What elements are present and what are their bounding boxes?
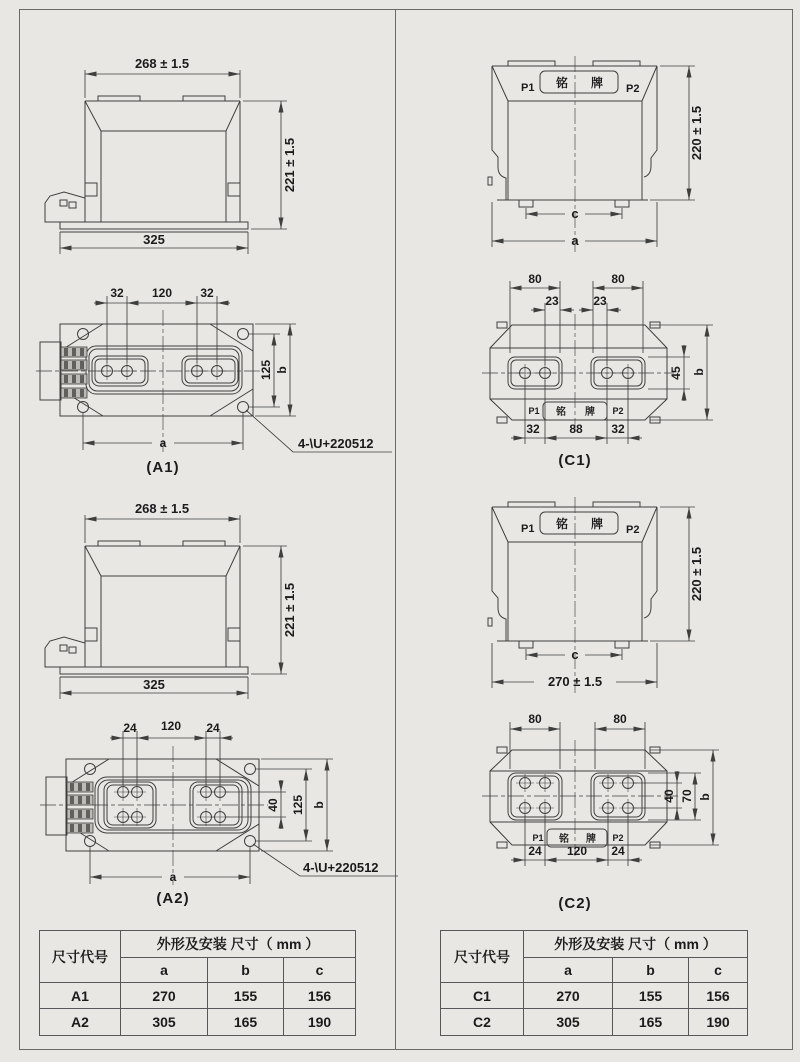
table-a-code-header: 尺寸代号 [40,931,121,983]
dimension-table-a [39,930,356,1036]
table-row [441,1009,748,1036]
table-a-row1-c: 156 [284,983,356,1009]
nameplate-char-right: 牌 [586,834,596,845]
table-c-row1-code: C1 [441,983,524,1009]
table-a-row1-a: 270 [121,983,208,1009]
corner-tab [497,322,507,328]
table-row [40,983,356,1009]
dim-pitch-center-label: 120 [151,286,173,300]
dim-depth-label: b [312,801,326,809]
p1-label: P1 [532,833,544,843]
view-a1-side [45,56,297,254]
body-face-outer [86,346,242,394]
terminal [599,774,617,792]
dim-pitch-center-label: 120 [566,844,588,858]
mounting-hole [245,764,256,775]
table-c-col-b: b [613,958,689,983]
table-a-row1-b: 155 [208,983,284,1009]
dim-pitch-right-label: 24 [206,721,220,735]
table-a-col-b: b [208,958,284,983]
view-c2-plan [482,712,719,912]
table-c-row1-a: 270 [524,983,613,1009]
nameplate-char-left: 铭 [555,76,569,90]
table-c-row2-code: C2 [441,1009,524,1036]
body-outline [490,750,667,845]
dim-feet-label: c [571,206,579,221]
table-c-row2-b: 165 [613,1009,689,1036]
dim-hole-span-v-label: 125 [291,794,305,816]
table-a-row2-code: A2 [40,1009,121,1036]
corner-tab [497,417,507,423]
dim-offset-left-label: 23 [545,294,559,308]
ext-lines-offset [545,303,607,365]
view-label-c2: (C2) [558,895,592,912]
dim-height-label: 221 ± 1.5 [282,582,297,638]
view-a2-plan [40,719,398,907]
body-face-inner [89,349,239,391]
dim-depth-label: b [698,793,712,801]
dim-row-pitch-label: 40 [266,798,280,812]
dim-window-h-label: 45 [669,366,683,380]
connector-pin [67,823,93,833]
dim-pitch-right-label: 32 [200,286,214,300]
dim-height-label: 220 ± 1.5 [689,105,704,161]
connector-pin [61,374,87,384]
terminal-window-inner [511,776,559,817]
dim-window-right-label: 80 [613,712,627,726]
table-c-row2-c: 190 [689,1009,748,1036]
p2-label: P2 [626,83,640,95]
dim-width-label: 270 ± 1.5 [547,674,603,689]
terminal [536,774,554,792]
view-label-c1: (C1) [558,452,592,469]
terminal-window [508,773,562,820]
connector-pin [61,360,87,370]
dim-width-label: a [571,233,579,248]
nameplate-char-left: 铭 [555,517,569,531]
terminal [516,799,534,817]
view-a1-plan [36,286,392,476]
terminal [536,799,554,817]
table-c-dims-header: 外形及安装 尺寸（ mm ） [524,931,748,958]
dim-pitch-center-label: 120 [160,719,182,733]
nameplate-char-right: 牌 [585,407,595,418]
terminal [128,783,146,801]
dim-base-label: 325 [143,677,165,692]
terminal-window-inner [594,776,642,817]
dim-pitch-left-label: 32 [110,286,124,300]
dim-pitch-left-label: 32 [526,422,540,436]
connector-pin [61,347,87,357]
hole-note-label: 4-\U+220512 [303,860,379,875]
connector-pin [61,388,87,398]
view-label-a1: (A1) [146,459,180,476]
dim-window-right-label: 80 [611,272,625,286]
connector-pin [67,795,93,805]
table-c-row1-b: 155 [613,983,689,1009]
table-c-col-c: c [689,958,748,983]
view-label-a2: (A2) [156,890,190,907]
dim-hole-span-h-label: a [159,436,167,450]
view-a2-side [45,501,297,699]
secondary-connector [46,777,67,835]
dim-pitch-left-label: 24 [123,721,137,735]
table-a-col-a: a [121,958,208,983]
dim-base-label: 325 [143,232,165,247]
p2-label: P2 [612,406,624,416]
nameplate-char-right: 牌 [590,517,604,531]
dim-pitch-left-label: 24 [528,844,542,858]
dim-height-label: 221 ± 1.5 [282,137,297,193]
table-a-row2-c: 190 [284,1009,356,1036]
view-c2-front [488,497,704,693]
view-c1-front [488,56,704,252]
table-a-row2-b: 165 [208,1009,284,1036]
ext-lines-window [510,281,643,353]
terminal-window [591,773,645,820]
dim-hole-span-v-label: 125 [259,359,273,381]
dim-hole-span-h-label: a [169,870,177,884]
p1-label: P1 [528,406,540,416]
p2-label: P2 [612,833,624,843]
connector-pin [67,809,93,819]
ext-lines-pitch [107,296,217,363]
table-c-row1-c: 156 [689,983,748,1009]
dim-window-h-label: 70 [680,789,694,803]
view-c1-plan [482,272,713,469]
hole-note-label: 4-\U+220512 [298,436,374,451]
table-a-row1-code: A1 [40,983,121,1009]
table-row [40,1009,356,1036]
dim-window-left-label: 80 [528,712,542,726]
table-row [441,983,748,1009]
dim-pitch-right-label: 24 [611,844,625,858]
table-c-row2-a: 305 [524,1009,613,1036]
table-a-col-c: c [284,958,356,983]
mounting-hole [238,329,249,340]
dim-height-label: 220 ± 1.5 [689,546,704,602]
dim-depth-label: b [692,368,706,376]
dim-pitch-right-label: 32 [611,422,625,436]
body-outline [490,325,667,420]
band-lines [490,348,667,399]
nameplate-char-left: 铭 [556,407,566,418]
terminal [516,774,534,792]
dim-depth-label: b [275,366,289,374]
dim-feet-label: c [571,647,579,662]
nameplate-char-right: 牌 [590,76,604,90]
table-a-row2-a: 305 [121,1009,208,1036]
dimension-table-c [440,930,748,1036]
dim-top-label: 268 ± 1.5 [134,56,190,71]
table-c-code-header: 尺寸代号 [441,931,524,983]
dim-offset-right-label: 23 [593,294,607,308]
connector-pin [67,782,93,792]
dim-row-pitch-label: 40 [662,789,676,803]
corner-tab [497,842,507,848]
table-c-col-a: a [524,958,613,983]
nameplate-char-left: 铭 [559,834,569,845]
corner-tab [497,747,507,753]
dim-pitch-center-label: 88 [569,422,583,436]
p2-label: P2 [626,524,640,536]
dim-window-left-label: 80 [528,272,542,286]
terminal [128,808,146,826]
table-a-dims-header: 外形及安装 尺寸（ mm ） [121,931,356,958]
dim-top-label: 268 ± 1.5 [134,501,190,516]
p1-label: P1 [521,523,535,535]
p1-label: P1 [521,82,535,94]
terminal [599,799,617,817]
